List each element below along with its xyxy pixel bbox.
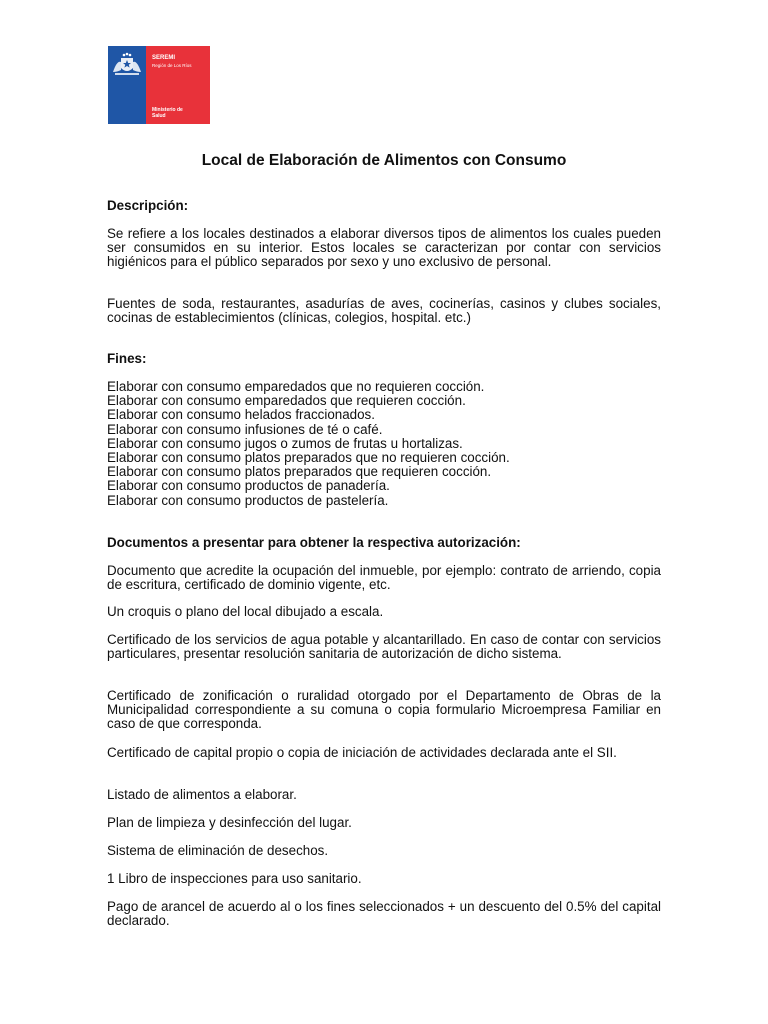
documento-item: Certificado de zonificación o ruralidad otorgado por el Departamento de Obras de la Municipalidad correspondiente a su comuna o copia formulario Microempresa Familiar en caso de que corresponda.	[107, 688, 661, 732]
fines-item: Elaborar con consumo platos preparados que no requieren cocción.	[107, 450, 510, 466]
documento-item: Documento que acredite la ocupación del inmueble, por ejemplo: contrato de arriendo, copia de escritura, certificado de dominio vigente, etc.	[107, 563, 661, 593]
documento-item: Plan de limpieza y desinfección del lugar.	[107, 815, 352, 830]
fines-item: Elaborar con consumo productos de panadería.	[107, 478, 390, 494]
fines-list	[107, 380, 661, 508]
fines-item: Elaborar con consumo infusiones de té o café.	[107, 421, 383, 437]
logo-ministerio-line: Ministerio de	[152, 107, 183, 113]
fines-item: Elaborar con consumo jugos o zumos de frutas u hortalizas.	[107, 435, 463, 451]
descripcion-paragraph-2: Fuentes de soda, restaurantes, asadurías de aves, cocinerías, casinos y clubes sociales, cocinas de establecimientos (clínicas, colegios, hospital. etc.)	[107, 296, 661, 326]
documento-item: Sistema de eliminación de desechos.	[107, 843, 329, 858]
documento-item: Un croquis o plano del local dibujado a escala.	[107, 604, 384, 619]
fines-item: Elaborar con consumo productos de pastelería.	[107, 492, 389, 508]
logo-blue-panel	[108, 46, 146, 124]
fines-item: Elaborar con consumo helados fraccionados.	[107, 407, 375, 423]
fines-heading: Fines:	[107, 351, 147, 366]
logo-salud-line: Salud	[152, 113, 166, 119]
descripcion-heading: Descripción:	[107, 198, 189, 213]
logo-red-panel	[146, 46, 210, 124]
documento-item: 1 Libro de inspecciones para uso sanitario.	[107, 871, 362, 886]
logo-seremi-text: SEREMI	[152, 55, 176, 61]
coat-of-arms-icon	[109, 50, 145, 80]
descripcion-paragraph-1: Se refiere a los locales destinados a elaborar diversos tipos de alimentos los cuales pueden ser consumidos en su interior. Estos locales se caracterizan por contar con servicios higiénicos para el público separados por sexo y uno exclusivo de personal.	[107, 226, 661, 270]
fines-item: Elaborar con consumo emparedados que requieren cocción.	[107, 393, 466, 409]
documento-item: Listado de alimentos a elaborar.	[107, 787, 297, 802]
documento-item: Certificado de los servicios de agua potable y alcantarillado. En caso de contar con servicios particulares, presentar resolución sanitaria de autorización de dicho sistema.	[107, 632, 661, 662]
page-title: Local de Elaboración de Alimentos con Consumo	[201, 152, 567, 169]
fines-item: Elaborar con consumo platos preparados que requieren cocción.	[107, 464, 492, 480]
fines-item: Elaborar con consumo emparedados que no requieren cocción.	[107, 379, 485, 394]
seremi-logo	[108, 46, 210, 124]
documento-item: Certificado de capital propio o copia de iniciación de actividades declarada ante el SII.	[107, 745, 617, 760]
logo-region-text: Región de Los Ríos	[152, 63, 192, 68]
documento-item: Pago de arancel de acuerdo al o los fines seleccionados + un descuento del 0.5% del capital declarado.	[107, 899, 661, 929]
logo-ministry-text	[152, 107, 183, 119]
documentos-heading: Documentos a presentar para obtener la respectiva autorización:	[107, 535, 521, 550]
